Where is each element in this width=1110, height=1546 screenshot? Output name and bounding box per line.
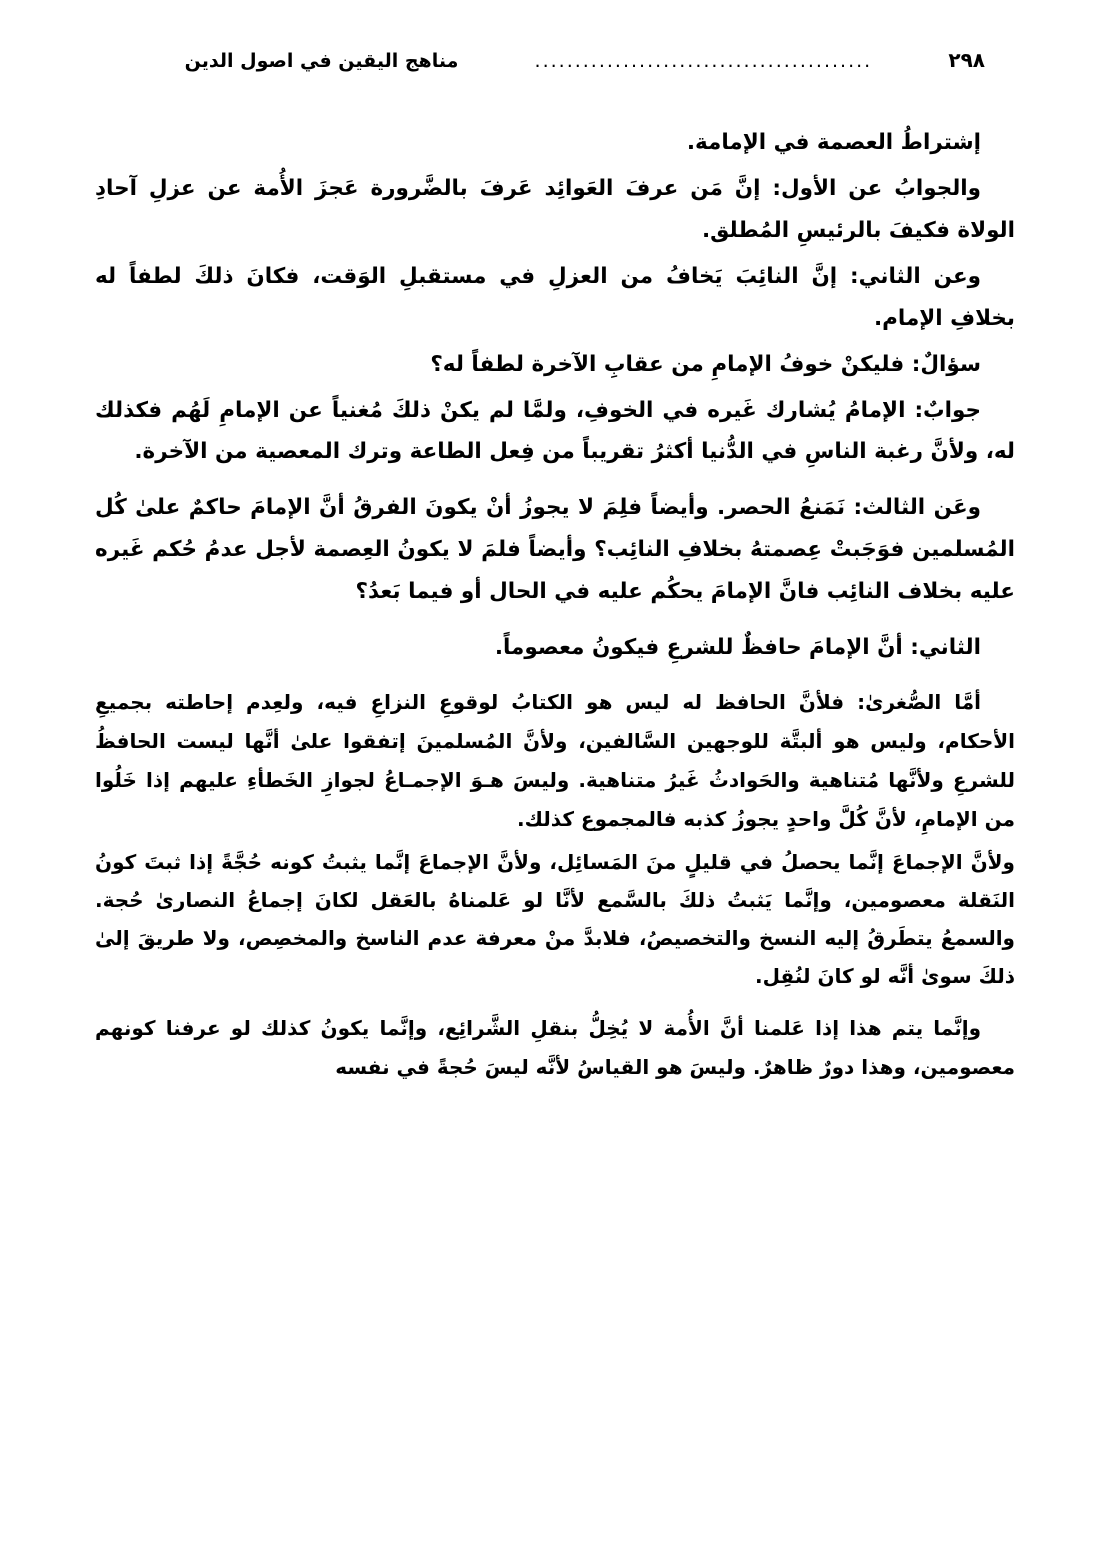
page-number: ٢٩٨ [948,48,985,72]
paragraph: جوابٌ: الإمامُ يُشارك غَيره في الخوفِ، ولمَّا لم يكنْ ذلكَ مُغنياً عن الإمامِ لَهُم فكذلك له، ولأنَّ رغبة الناسِ في الدُّنيا أكثرُ تقريباً من فِعل الطاعة وترك المعصية من الآخرة. [95,397,1015,465]
header-dot-leader: .......................................... [534,50,873,72]
book-title: مناهج اليقين في اصول الدين [184,50,459,72]
paragraph: الثاني: أنَّ الإمامَ حافظٌ للشرعِ فيكونُ معصوماً. [494,635,981,661]
paragraph: إشتراطُ العصمة في الإمامة. [686,130,981,155]
paragraph: وإنَّما يتم هذا إذا عَلمنا أنَّ الأُمة لا يُخِلُّ بنقلِ الشَّرائِع، وإنَّما يكونُ كذلك لو عرفنا كونهم معصومين، وهذا دورٌ ظاهرٌ. وليسَ هو القياسُ لأنَّه ليسَ حُجةً في نفسه [95,1016,1015,1080]
paragraph: وعن الثاني: إنَّ النائِبَ يَخافُ من العزلِ في مستقبلِ الوَقت، فكانَ ذلكَ لطفاً له بخلافِ الإمام. [95,263,1015,331]
paragraph: سؤالٌ: فليكنْ خوفُ الإمامِ من عقابِ الآخرة لطفاً له؟ [430,351,981,377]
paragraph: وعَن الثالث: نَمَنعُ الحصر. وأيضاً فلِمَ لا يجوزُ أنْ يكونَ الفرقُ أنَّ الإمامَ حاكمٌ علىٰ كُل المُسلمين فوَجَبتْ عِصمتهُ بخلافِ النائِب؟ وأيضاً فلمَ لا يكونُ العِصمة لأجل عدمُ حُكم غَيره عليه بخلاف النائِب فانَّ الإمامَ يحكُم عليه في الحال أو فيما بَعدُ؟ [95,495,1015,605]
page-body [70,122,1040,1087]
paragraph: أمَّا الصُّغرىٰ: فلأنَّ الحافظ له ليس هو الكتابُ لوقوعِ النزاعِ فيه، ولعِدم إحاطته بجميعِ الأحكام، وليس هو ألبتَّة للوجهين السَّالفين، ولأنَّ المُسلمينَ إتفقوا علىٰ أنَّها ليست الحافظُ للشرعِ ولأنَّها مُتناهية والحَوادثُ غَيرُ متناهية. وليسَ هـوَ الإجمـاعُ لجوازِ الخَطأءِ عليهم إذا خَلُوا من الإمامِ، لأنَّ كُلَّ واحدٍ يجوزُ كذبه فالمجموع كذلك. [95,690,1015,832]
paragraph: ولأنَّ الإجماعَ إنَّما يحصلُ في قليلٍ منَ المَسائِل، ولأنَّ الإجماعَ إنَّما يثبتُ كونه حُجَّةً إذا ثبتَ كونُ النَقلة معصومين، وإنَّما يَثبتُ ذلكَ بالسَّمع لأنَّا لو عَلمناهُ بالعَقل لكانَ إجماعُ النصارىٰ حُجة. والسمعُ يتطَرقُ إليه النسخ والتخصيصُ، فلابدَّ منْ معرفة عدم الناسخ والمخصِص، ولا طريقَ إلىٰ ذلكَ سوىٰ أنَّه لو كانَ لنُقِل. [95,850,1015,989]
page-header [70,48,1040,72]
paragraph: والجوابُ عن الأول: إنَّ مَن عرفَ العَوائِد عَرفَ بالضَّرورة عَجزَ الأُمة عن عزلِ آحادِ الولاة فكيفَ بالرئيسِ المُطلق. [95,175,1015,243]
